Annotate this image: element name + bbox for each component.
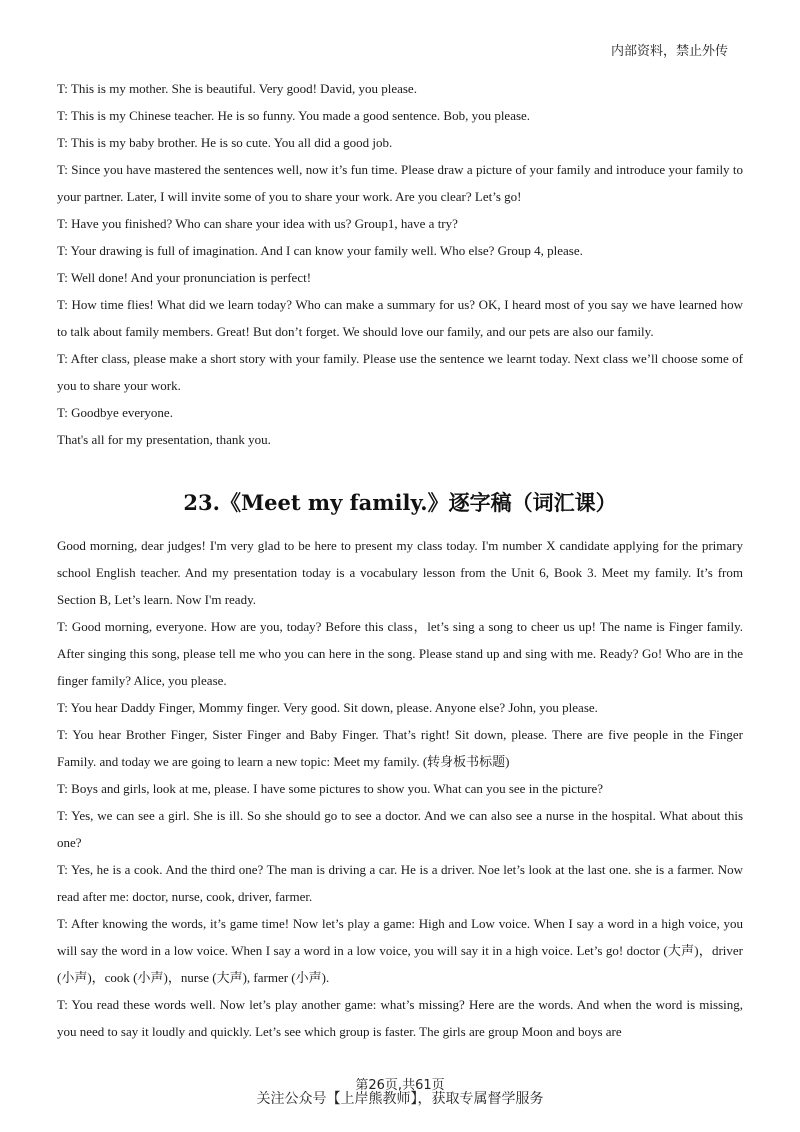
transcript-line: T: You hear Daddy Finger, Mommy finger. Very good. Sit down, please. Anyone else? John, you please.	[57, 700, 598, 715]
transcript-line: T: Yes, he is a cook. And the third one? The man is driving a car. He is a driver. Noe let’s look at the last one. she is a farmer. Now read after me: doctor, nurse, cook, driver, farmer.	[57, 862, 743, 904]
transcript-line: T: Your drawing is full of imagination. And I can know your family well. Who else? Group 4, please.	[57, 243, 583, 258]
transcript-line: T: Have you finished? Who can share your idea with us? Group1, have a try?	[57, 216, 458, 231]
section-title: 23.《Meet my family.》逐字稿（词汇课）	[183, 490, 617, 515]
transcript-line: That's all for my presentation, thank you.	[57, 432, 271, 447]
transcript-line: T: Since you have mastered the sentences well, now it’s fun time. Please draw a picture of your family and introduce your family to your partner. Later, I will invite some of you to share your work. Are you clear? Let’s go!	[57, 162, 743, 204]
page-number: 第26页,共61页	[355, 1078, 445, 1093]
transcript-line: T: Good morning, everyone. How are you, today? Before this class，let’s sing a song to cheer us up! The name is Finger family. After singing this song, please tell me who you can here in the song. Please stand up and sing with me. Ready? Go! Who are in the finger family? Alice, you please.	[57, 619, 743, 688]
transcript-line: T: After class, please make a short story with your family. Please use the sentence we learnt today. Next class we’ll choose some of you to share your work.	[57, 351, 743, 393]
transcript-line: T: You read these words well. Now let’s play another game: what’s missing? Here are the words. And when the word is missing, you need to say it loudly and quickly. Let’s see which group is faster. The girls are group Moon and boys are	[57, 997, 743, 1039]
transcript-line: T: You hear Brother Finger, Sister Finger and Baby Finger. That’s right! Sit down, please. There are five people in the Finger Family. and today we are going to learn a new topic: Meet my family. (转身板书标题)	[57, 727, 743, 769]
footer-follow-note: 关注公众号【上岸熊教师】，获取专属督学服务	[256, 1091, 544, 1107]
confidential-note: 内部资料，禁止外传	[610, 44, 728, 59]
transcript-line: T: How time flies! What did we learn today? Who can make a summary for us? OK, I heard most of you say we have learned how to talk about family members. Great! But don’t forget. We should love our family, and our pets are also our family.	[57, 297, 743, 339]
transcript-line: T: Yes, we can see a girl. She is ill. So she should go to see a doctor. And we can also see a nurse in the hospital. What about this one?	[57, 808, 743, 850]
transcript-line: T: This is my mother. She is beautiful. Very good! David, you please.	[57, 81, 417, 96]
transcript-line: T: This is my Chinese teacher. He is so funny. You made a good sentence. Bob, you please.	[57, 108, 531, 123]
transcript-line: T: Boys and girls, look at me, please. I have some pictures to show you. What can you see in the picture?	[57, 781, 604, 796]
transcript-line: T: This is my baby brother. He is so cute. You all did a good job.	[57, 135, 393, 150]
transcript-section-2	[57, 532, 743, 1045]
transcript-line: T: After knowing the words, it’s game time! Now let’s play a game: High and Low voice. When I say a word in a high voice, you will say the word in a low voice. When I say a word in a low voice, you will say it in a high voice. Let’s go! doctor (大声)，driver (小声)，cook (小声)，nurse (大声), farmer (小声).	[57, 916, 743, 985]
transcript-line: Good morning, dear judges! I'm very glad to be here to present my class today. I'm number X candidate applying for the primary school English teacher. And my presentation today is a vocabulary lesson from the Unit 6, Book 3. Meet my family. It’s from Section B, Let’s learn. Now I'm ready.	[57, 538, 743, 607]
transcript-line: T: Well done! And your pronunciation is perfect!	[57, 270, 312, 285]
transcript-line: T: Goodbye everyone.	[57, 405, 173, 420]
transcript-section-1	[57, 75, 743, 453]
